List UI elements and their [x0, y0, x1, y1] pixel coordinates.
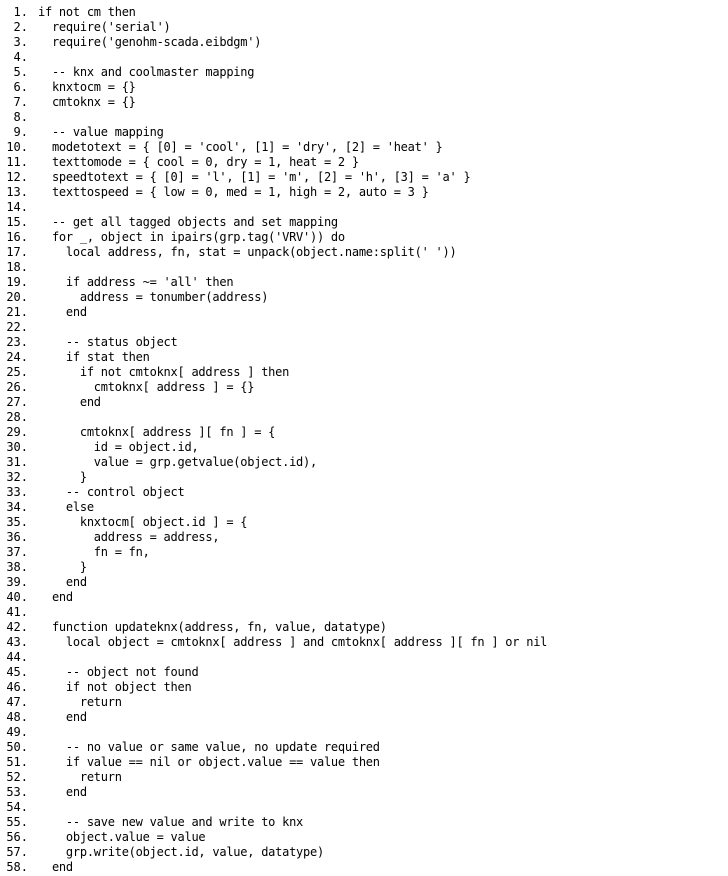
code-line	[0, 65, 728, 80]
line-text: end	[38, 710, 87, 724]
code-line	[0, 665, 728, 680]
line-number: 43.	[6, 635, 28, 649]
code-line	[0, 695, 728, 710]
line-text: end	[38, 590, 73, 604]
code-line	[0, 425, 728, 440]
code-line	[0, 305, 728, 320]
code-line	[0, 215, 728, 230]
line-text: if not cm then	[38, 5, 136, 19]
code-line	[0, 290, 728, 305]
line-number: 21.	[6, 305, 28, 319]
line-text: if stat then	[38, 350, 150, 364]
line-text: else	[38, 500, 94, 514]
line-text: require('serial')	[38, 20, 171, 34]
line-number: 47.	[6, 695, 28, 709]
line-number: 51.	[6, 755, 28, 769]
code-line	[0, 110, 728, 125]
code-line	[0, 605, 728, 620]
code-line	[0, 50, 728, 65]
code-line	[0, 470, 728, 485]
line-number: 41.	[6, 605, 28, 619]
code-line	[0, 185, 728, 200]
code-line	[0, 575, 728, 590]
code-line	[0, 20, 728, 35]
code-line	[0, 650, 728, 665]
code-line	[0, 245, 728, 260]
line-number: 27.	[6, 395, 28, 409]
code-line	[0, 335, 728, 350]
line-number: 45.	[6, 665, 28, 679]
line-number: 4.	[13, 50, 28, 64]
line-number: 56.	[6, 830, 28, 844]
code-line	[0, 125, 728, 140]
code-line	[0, 365, 728, 380]
line-text: -- value mapping	[38, 125, 164, 139]
line-number: 3.	[13, 35, 28, 49]
code-line	[0, 800, 728, 815]
line-number: 42.	[6, 620, 28, 634]
code-line	[0, 785, 728, 800]
code-line	[0, 230, 728, 245]
line-text: require('genohm-scada.eibdgm')	[38, 35, 262, 49]
line-text: knxtocm = {}	[38, 80, 136, 94]
code-line	[0, 35, 728, 50]
line-number: 13.	[6, 185, 28, 199]
line-text: end	[38, 395, 101, 409]
line-text: -- no value or same value, no update required	[38, 740, 380, 754]
line-number: 55.	[6, 815, 28, 829]
line-number: 50.	[6, 740, 28, 754]
code-line	[0, 455, 728, 470]
code-listing	[0, 5, 728, 875]
line-text: texttomode = { cool = 0, dry = 1, heat = 2 }	[38, 155, 359, 169]
line-number: 2.	[13, 20, 28, 34]
line-text: local address, fn, stat = unpack(object.name:split(' '))	[38, 245, 457, 259]
line-text: grp.write(object.id, value, datatype)	[38, 845, 324, 859]
line-number: 58.	[6, 860, 28, 874]
line-text: }	[38, 470, 87, 484]
line-text: knxtocm[ object.id ] = {	[38, 515, 248, 529]
code-line	[0, 770, 728, 785]
line-number: 15.	[6, 215, 28, 229]
line-text: fn = fn,	[38, 545, 150, 559]
line-number: 37.	[6, 545, 28, 559]
line-text: texttospeed = { low = 0, med = 1, high = 2, auto = 3 }	[38, 185, 429, 199]
line-text: return	[38, 695, 122, 709]
code-line	[0, 380, 728, 395]
line-text: id = object.id,	[38, 440, 199, 454]
line-number: 40.	[6, 590, 28, 604]
line-number: 26.	[6, 380, 28, 394]
line-text: -- status object	[38, 335, 178, 349]
line-text: if not object then	[38, 680, 192, 694]
line-text: for _, object in ipairs(grp.tag('VRV')) do	[38, 230, 345, 244]
code-line	[0, 200, 728, 215]
line-text: end	[38, 575, 87, 589]
line-text: }	[38, 560, 87, 574]
line-number: 48.	[6, 710, 28, 724]
line-number: 38.	[6, 560, 28, 574]
code-line	[0, 710, 728, 725]
line-text: if address ~= 'all' then	[38, 275, 234, 289]
code-line	[0, 80, 728, 95]
line-number: 30.	[6, 440, 28, 454]
code-line	[0, 635, 728, 650]
line-number: 46.	[6, 680, 28, 694]
line-number: 24.	[6, 350, 28, 364]
code-line	[0, 140, 728, 155]
line-text: cmtoknx[ address ][ fn ] = {	[38, 425, 276, 439]
line-number: 5.	[13, 65, 28, 79]
line-text: address = address,	[38, 530, 220, 544]
code-line	[0, 485, 728, 500]
code-line	[0, 395, 728, 410]
code-line	[0, 755, 728, 770]
line-text: value = grp.getvalue(object.id),	[38, 455, 317, 469]
code-line	[0, 860, 728, 875]
code-line	[0, 545, 728, 560]
line-number: 29.	[6, 425, 28, 439]
code-line	[0, 815, 728, 830]
line-number: 36.	[6, 530, 28, 544]
code-line	[0, 95, 728, 110]
code-line	[0, 530, 728, 545]
line-number: 7.	[13, 95, 28, 109]
line-number: 23.	[6, 335, 28, 349]
line-number: 35.	[6, 515, 28, 529]
line-number: 14.	[6, 200, 28, 214]
line-text: end	[38, 860, 73, 874]
line-text: object.value = value	[38, 830, 206, 844]
line-text: -- get all tagged objects and set mapping	[38, 215, 338, 229]
line-number: 52.	[6, 770, 28, 784]
code-line	[0, 5, 728, 20]
line-text: address = tonumber(address)	[38, 290, 269, 304]
code-line	[0, 170, 728, 185]
code-line	[0, 620, 728, 635]
code-line	[0, 680, 728, 695]
line-text: -- control object	[38, 485, 185, 499]
line-number: 9.	[13, 125, 28, 139]
line-number: 33.	[6, 485, 28, 499]
line-text: end	[38, 305, 87, 319]
code-line	[0, 410, 728, 425]
line-text: end	[38, 785, 87, 799]
line-text: -- save new value and write to knx	[38, 815, 304, 829]
line-number: 44.	[6, 650, 28, 664]
code-line	[0, 500, 728, 515]
line-number: 34.	[6, 500, 28, 514]
code-line	[0, 740, 728, 755]
line-text: if value == nil or object.value == value then	[38, 755, 380, 769]
line-number: 22.	[6, 320, 28, 334]
line-number: 1.	[13, 5, 28, 19]
line-number: 28.	[6, 410, 28, 424]
code-line	[0, 515, 728, 530]
line-text: local object = cmtoknx[ address ] and cmtoknx[ address ][ fn ] or nil	[38, 635, 548, 649]
line-text: -- object not found	[38, 665, 199, 679]
line-number: 18.	[6, 260, 28, 274]
code-line	[0, 725, 728, 740]
code-line	[0, 440, 728, 455]
code-line	[0, 590, 728, 605]
line-text: cmtoknx[ address ] = {}	[38, 380, 255, 394]
line-number: 6.	[13, 80, 28, 94]
code-line	[0, 350, 728, 365]
line-number: 54.	[6, 800, 28, 814]
code-line	[0, 155, 728, 170]
line-number: 25.	[6, 365, 28, 379]
code-line	[0, 275, 728, 290]
line-number: 32.	[6, 470, 28, 484]
line-text: cmtoknx = {}	[38, 95, 136, 109]
line-number: 11.	[6, 155, 28, 169]
line-number: 57.	[6, 845, 28, 859]
line-number: 39.	[6, 575, 28, 589]
line-text: -- knx and coolmaster mapping	[38, 65, 255, 79]
line-number: 49.	[6, 725, 28, 739]
line-text: return	[38, 770, 122, 784]
code-line	[0, 830, 728, 845]
line-number: 10.	[6, 140, 28, 154]
line-number: 20.	[6, 290, 28, 304]
line-text: speedtotext = { [0] = 'l', [1] = 'm', [2] = 'h', [3] = 'a' }	[38, 170, 471, 184]
code-line	[0, 845, 728, 860]
line-text: if not cmtoknx[ address ] then	[38, 365, 290, 379]
code-line	[0, 260, 728, 275]
line-number: 31.	[6, 455, 28, 469]
code-line	[0, 320, 728, 335]
line-number: 53.	[6, 785, 28, 799]
line-number: 8.	[13, 110, 28, 124]
line-text: modetotext = { [0] = 'cool', [1] = 'dry', [2] = 'heat' }	[38, 140, 443, 154]
line-number: 19.	[6, 275, 28, 289]
line-number: 16.	[6, 230, 28, 244]
line-number: 17.	[6, 245, 28, 259]
line-number: 12.	[6, 170, 28, 184]
code-line	[0, 560, 728, 575]
line-text: function updateknx(address, fn, value, datatype)	[38, 620, 387, 634]
